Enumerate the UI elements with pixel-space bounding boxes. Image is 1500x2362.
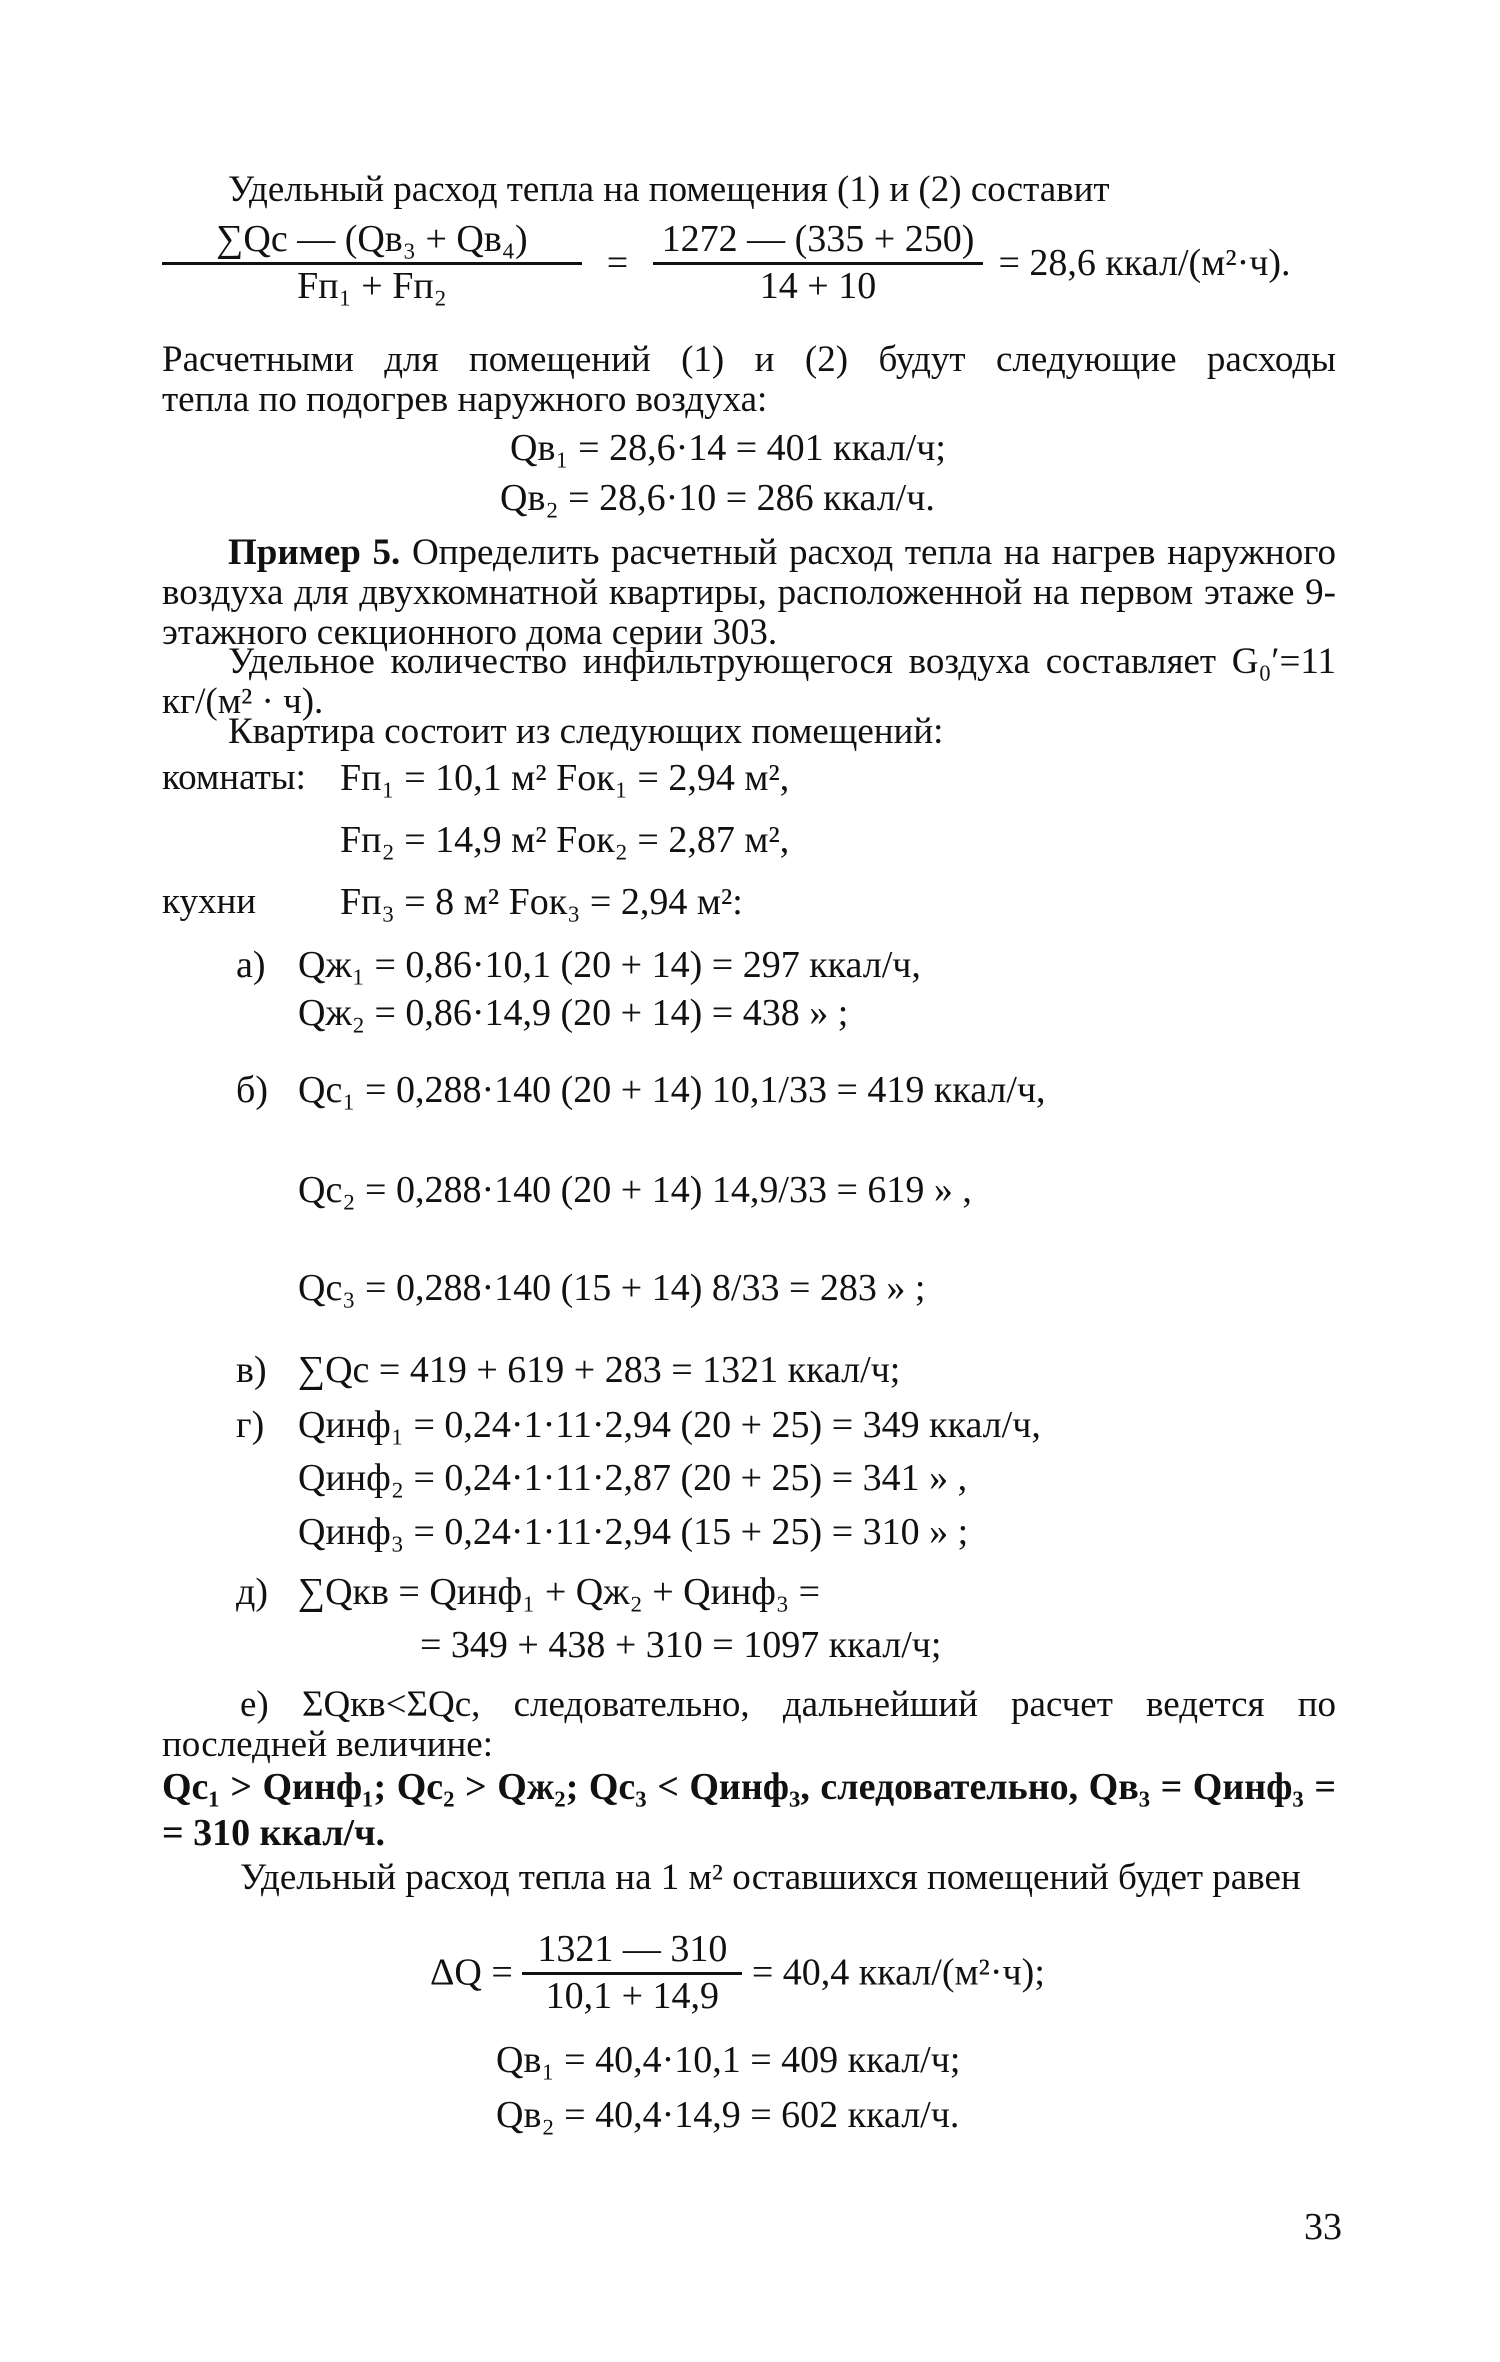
fraction-left [162,218,582,308]
paragraph-calc-text: тепла по подогрев наружного воздуха: [162,380,768,420]
item-b-label: б) [236,1069,268,1111]
fraction-right-denominator: 14 + 10 [759,264,877,307]
kitchen-label: кухни [162,881,257,922]
equation-final-qv1: Qв₁ = 40,4·10,1 = 409 ккал/ч; [496,2039,961,2081]
item-e-paragraph [162,1685,1336,1765]
example-text: Определить расчетный расход тепла на нагрев наружного воздуха для двухкомнатной квартиры, расположенной на первом этаже 9-этажного секционного дома серии 303. [162,532,1336,653]
item-g-line-3: Qинф₃ = 0,24·1·11·2,94 (15 + 25) = 310 » ; [298,1511,969,1553]
item-a-line-2: Qж₂ = 0,86·14,9 (20 + 14) = 438 » ; [298,992,849,1034]
item-v-label: в) [236,1349,267,1391]
item-g-line-1 [236,1405,1041,1446]
equation-qv2: Qв₂ = 28,6·10 = 286 ккал/ч. [500,477,935,519]
item-e-text: ΣQкв<ΣQс, следовательно, дальнейший расчет ведется по последней величине: [162,1684,1337,1765]
equation-result: = 28,6 ккал/(м²·ч). [998,241,1291,284]
paragraph-calc-line-1: Расчетными для помещений (1) и (2) будут следующие расходы [162,339,1336,380]
fraction-right [653,218,983,308]
item-b-text-1: Qс₁ = 0,288·140 (20 + 14) 10,1/33 = 419 ккал/ч, [298,1069,1046,1111]
fraction-left-numerator: ∑Qс — (Qв₃ + Qв₄) [162,218,582,265]
item-a-text-1: Qж₁ = 0,86·10,1 (20 + 14) = 297 ккал/ч, [298,944,921,986]
item-g-label: г) [236,1404,265,1446]
page-number: 33 [1304,2206,1342,2248]
item-d-text-1: ∑Qкв = Qинф₁ + Qж₂ + Qинф₃ = [298,1571,821,1613]
infiltration-paragraph: Удельное количество инфильтрующегося воздуха составляет G₀′=11 кг/(м² · ч). [162,641,1336,722]
item-e-label: е) [240,1684,269,1725]
rooms-label: комнаты: [162,757,306,798]
item-g-line-2: Qинф₂ = 0,24·1·11·2,87 (20 + 25) = 341 » , [298,1457,968,1499]
room-1-areas: Fп₁ = 10,1 м² Fок₁ = 2,94 м², [340,757,790,799]
equals-sign: = [606,241,629,284]
item-a-line-1 [236,945,921,986]
item-v-text-1: ∑Qс = 419 + 619 + 283 = 1321 ккал/ч; [298,1349,901,1391]
item-v-line-1 [236,1350,900,1391]
delta-q-numerator: 1321 — 310 [522,1928,742,1975]
item-b-line-1 [236,1070,1046,1111]
item-d-line-1 [236,1572,820,1613]
delta-q-denominator: 10,1 + 14,9 [545,1974,720,2017]
item-e-comparison: Qс₁ > Qинф₁; Qс₂ > Qж₂; Qс₃ < Qинф₃, следовательно, Qв₃ = Qинф₃ = = 310 ккал/ч. [162,1766,1336,1854]
fraction-left-denominator: Fп₁ + Fп₂ [297,264,447,307]
item-a-label: а) [236,944,266,986]
delta-q-fraction [522,1928,742,2018]
example-label: Пример 5. [228,532,401,573]
item-d-label: д) [236,1571,268,1613]
equation-qv1: Qв₁ = 28,6·14 = 401 ккал/ч; [510,427,946,469]
fraction-right-numerator: 1272 — (335 + 250) [653,218,983,265]
item-d-line-2: = 349 + 438 + 310 = 1097 ккал/ч; [420,1624,942,1666]
apartment-paragraph: Квартира состоит из следующих помещений: [228,711,944,752]
room-3-areas: Fп₃ = 8 м² Fок₃ = 2,94 м²: [340,881,743,923]
item-b-line-2: Qс₂ = 0,288·140 (20 + 14) 14,9/33 = 619 » , [298,1169,972,1211]
item-g-text-1: Qинф₁ = 0,24·1·11·2,94 (20 + 25) = 349 ккал/ч, [298,1404,1041,1446]
equation-final-qv2: Qв₂ = 40,4·14,9 = 602 ккал/ч. [496,2094,960,2136]
equation-specific-heat [162,218,1291,308]
room-2-areas: Fп₂ = 14,9 м² Fок₂ = 2,87 м², [340,819,790,861]
paragraph-remaining-rooms: Удельный расход тепла на 1 м² оставшихся помещений будет равен [240,1857,1301,1898]
paragraph-specific-heat-intro: Удельный расход тепла на помещения (1) и (2) составит [228,169,1110,210]
delta-q-result: = 40,4 ккал/(м²·ч); [751,1951,1045,1994]
item-b-line-3: Qс₃ = 0,288·140 (15 + 14) 8/33 = 283 » ; [298,1267,926,1309]
delta-q-lhs: ΔQ = [430,1951,513,1994]
paragraph-heat-air [162,380,1336,420]
example-5-paragraph [162,533,1336,653]
equation-delta-q [430,1928,1045,2018]
